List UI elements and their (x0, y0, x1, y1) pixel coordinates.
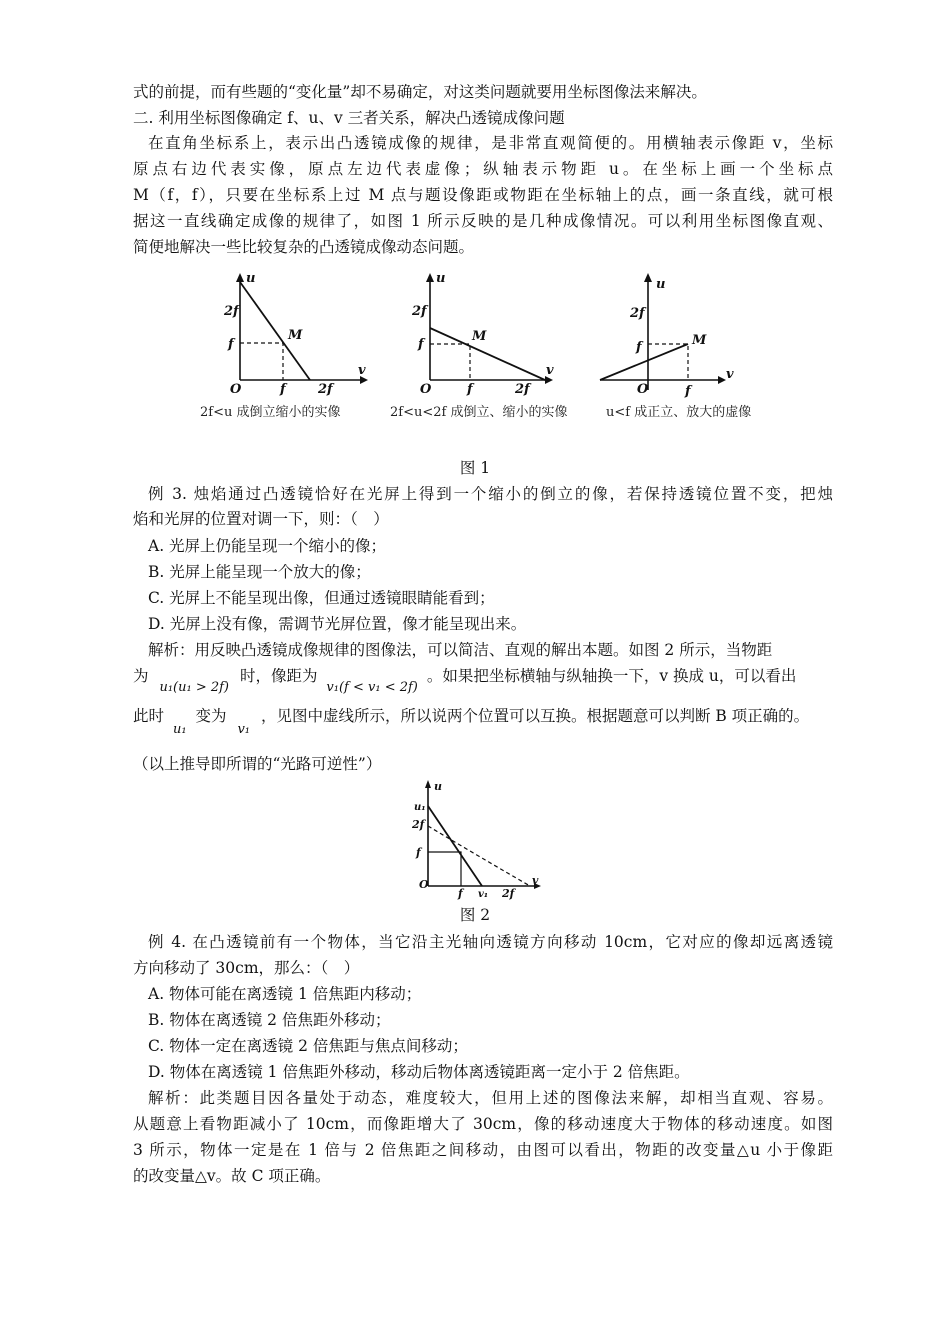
label-v: v (546, 363, 554, 378)
label-2f: 2f (515, 382, 530, 397)
label-origin: O (230, 382, 242, 397)
analysis-line: 解析：此类题目因各量处于动态，难度较大，但用上述的图像法来解，却相当直观、容易。 (148, 1089, 833, 1107)
label-2f: 2f (224, 304, 239, 319)
option-a: A. 光屏上仍能呈现一个缩小的像； (148, 537, 387, 555)
label-u: u (434, 780, 442, 793)
analysis-line: 3 所示，物体一定是在 1 倍与 2 倍焦距之间移动，由图可以看出，物距的改变量△u 小于像距 (133, 1141, 833, 1159)
example-4-stem: 例 4. 在凸透镜前有一个物体，当它沿主光轴向透镜方向移动 10cm，它对应的像却远离透镜 (148, 933, 833, 951)
figure-1-panel-1 (200, 271, 368, 420)
option-c: C. 光屏上不能呈现出像，但通过透镜眼睛能看到； (148, 589, 495, 607)
example-4-stem: 方向移动了 30cm，那么：（ ） (133, 959, 360, 977)
figure-1-panel-2 (390, 271, 567, 420)
label-origin: O (420, 382, 432, 397)
paragraph-line: M（f，f），只要在坐标系上过 M 点与题设像距或物距在坐标轴上的点，画一条直线，就可根 (133, 186, 833, 204)
analysis-line: 的改变量△v。故 C 项正确。 (133, 1167, 331, 1185)
figure-2-caption: 图 2 (459, 906, 491, 924)
label-2f: 2f (318, 382, 333, 397)
option-b: B. 物体在离透镜 2 倍焦距外移动； (148, 1011, 391, 1029)
figure-1-caption: 图 1 (459, 459, 491, 477)
option-d: D. 光屏上没有像，需调节光屏位置，像才能呈现出来。 (148, 615, 527, 633)
label-f: f (228, 337, 234, 352)
label-v: v (532, 874, 539, 887)
guide-lines (428, 852, 461, 886)
figure-2 (408, 776, 548, 900)
panel-1-caption: 2f<u 成倒立缩小的实像 (200, 405, 341, 420)
v-axis-arrow (718, 376, 726, 384)
section-heading: 二. 利用坐标图像确定 f、u、v 三者关系，解决凸透镜成像问题 (133, 109, 565, 127)
label-2f: 2f (412, 304, 427, 319)
example-3-stem: 焰和光屏的位置对调一下，则：（ ） (133, 510, 389, 528)
label-M: M (288, 328, 303, 343)
label-v: v (358, 363, 366, 378)
label-f: f (458, 887, 463, 900)
option-d: D. 物体在离透镜 1 倍焦距外移动，移动后物体离透镜距离一定小于 2 倍焦距。 (148, 1063, 690, 1081)
u-axis-arrow (426, 273, 434, 282)
panel-2-caption: 2f<u<2f 成倒立、缩小的实像 (390, 405, 568, 420)
option-c: C. 物体一定在离透镜 2 倍焦距与焦点间移动； (148, 1037, 468, 1055)
solid-line (428, 806, 482, 886)
label-v1: v₁ (478, 889, 489, 900)
label-u: u (246, 271, 256, 286)
figure-1 (190, 268, 780, 438)
paragraph-line: 简便地解决一些比较复杂的凸透镜成像动态问题。 (133, 238, 475, 256)
math-u1: u₁ (172, 722, 187, 737)
math-v1: v₁ (237, 722, 250, 737)
label-f: f (685, 384, 691, 399)
label-u1: u₁ (414, 802, 426, 813)
guide-dashes (648, 344, 688, 380)
label-2f: 2f (412, 818, 425, 831)
label-2f: 2f (502, 887, 515, 900)
label-M: M (472, 329, 487, 344)
label-u: u (656, 277, 666, 292)
label-f: f (467, 382, 473, 397)
label-f: f (280, 382, 286, 397)
u-axis-arrow (425, 780, 431, 788)
imaging-line (430, 328, 545, 380)
label-f: f (418, 337, 424, 352)
paragraph-line: 据这一直线确定成像的规律了，如图 1 所示反映的是几种成像情况。可以利用坐标图像直观、 (133, 212, 833, 230)
label-origin: O (419, 878, 429, 891)
imaging-line (600, 344, 688, 380)
analysis-line: 解析：用反映凸透镜成像规律的图像法，可以简洁、直观的解出本题。如图 2 所示，当物距 (148, 641, 773, 659)
label-origin: O (637, 382, 649, 397)
text-run: 时，像距为 (239, 667, 318, 685)
analysis-line-math (133, 704, 833, 744)
label-f: f (636, 340, 642, 355)
paragraph-intro: 式的前提，而有些题的“变化量”却不易确定，对这类问题就要用坐标图像法来解决。 (133, 83, 707, 101)
label-v: v (726, 367, 734, 382)
label-f: f (416, 846, 421, 859)
dashed-line (428, 826, 530, 886)
label-2f: 2f (630, 306, 645, 321)
math-v1: v₁(f < v₁ < 2f) (326, 680, 418, 695)
u-axis-arrow (644, 273, 652, 282)
analysis-line-math (133, 664, 833, 704)
panel-3-caption: u<f 成正立、放大的虚像 (606, 405, 752, 420)
text-run: 。如果把坐标横轴与纵轴换一下，v 换成 u，可以看出 (426, 667, 797, 685)
paragraph-line: 原点右边代表实像，原点左边代表虚像；纵轴表示物距 u。在坐标上画一个坐标点 (133, 160, 833, 178)
guide-dashes (430, 344, 470, 380)
option-b: B. 光屏上能呈现一个放大的像； (148, 563, 371, 581)
label-u: u (436, 271, 446, 286)
analysis-note: （以上推导即所谓的“光路可逆性”） (133, 755, 382, 773)
example-3-stem: 例 3. 烛焰通过凸透镜恰好在光屏上得到一个缩小的倒立的像，若保持透镜位置不变，把烛 (148, 485, 833, 503)
label-M: M (692, 333, 707, 348)
figure-1-panel-3 (600, 273, 751, 420)
u-axis-arrow (236, 273, 244, 282)
analysis-line: 从题意上看物距减小了 10cm，而像距增大了 30cm，像的移动速度大于物体的移动速度。如图 (133, 1115, 833, 1133)
paragraph-line: 在直角坐标系上，表示出凸透镜成像的规律，是非常直观简便的。用横轴表示像距 v，坐标 (148, 134, 833, 152)
text-run: ，见图中虚线所示，所以说两个位置可以互换。根据题意可以判断 B 项正确的。 (260, 707, 810, 725)
option-a: A. 物体可能在离透镜 1 倍焦距内移动； (148, 985, 422, 1003)
text-run: 为 (133, 667, 149, 685)
guide-dashes (240, 343, 283, 380)
text-run: 变为 (195, 707, 227, 725)
text-run: 此时 (133, 707, 165, 725)
math-u1: u₁(u₁ > 2f) (159, 680, 230, 695)
